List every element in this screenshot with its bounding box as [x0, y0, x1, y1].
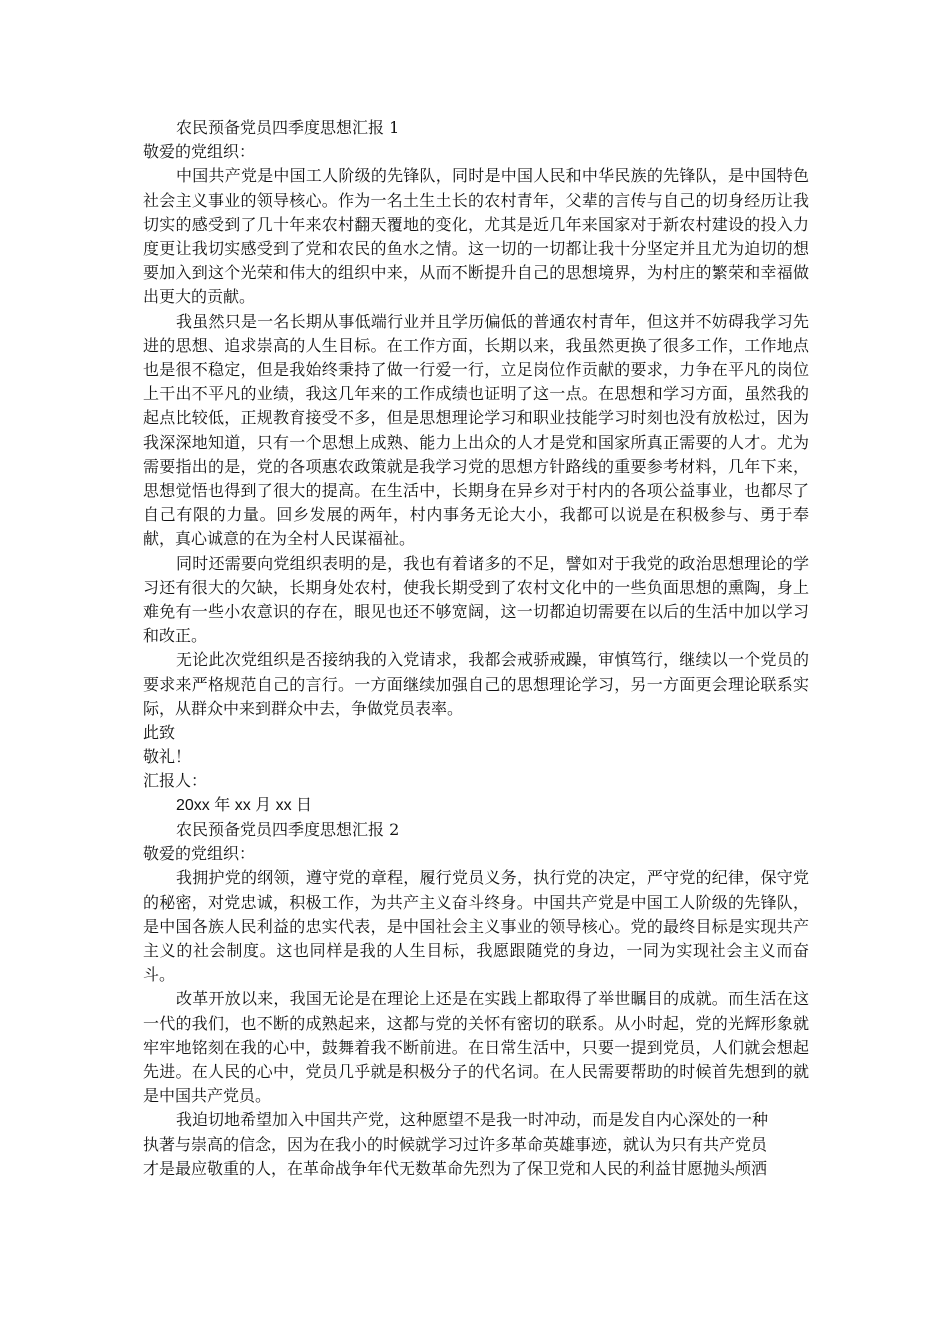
letter1-closing: 此致	[143, 723, 176, 743]
letter2-salutation: 敬爱的党组织：	[143, 844, 256, 864]
letter1-paragraph: 同时还需要向党组织表明的是，我也有着诸多的不足，譬如对于我党的政治思想理论的学习还有很大的欠缺，长期身处农村，使我长期受到了农村文化中的一些负面思想的熏陶，身上难免有一些小农意识的存在，眼见也还不够宽阔，这一切都迫切需要在以后的生活中加以学习和改正。	[143, 553, 809, 646]
letter2-partial-line: 执著与崇高的信念，因为在我小的时候就学习过许多革命英雄事迹，就认为只有共产党员	[143, 1134, 768, 1154]
letter1-paragraph: 我虽然只是一名长期从事低端行业并且学历偏低的普通农村青年，但这并不妨碍我学习先进的思想、追求崇高的人生目标。在工作方面，长期以来，我虽然更换了很多工作，工作地点也是很不稳定，但是我始终秉持了做一行爱一行，立足岗位作贡献的要求，力争在平凡的岗位上干出不平凡的业绩，我这几年来的工作成绩也证明了这一点。在思想和学习方面，虽然我的起点比较低，正规教育接受不多，但是思想理论学习和职业技能学习时刻也没有放松过，因为我深深地知道，只有一个思想上成熟、能力上出众的人才是党和国家所真正需要的人才。尤为需要指出的是，党的各项惠农政策就是我学习党的思想方针路线的重要参考材料，几年下来，思想觉悟也得到了很大的提高。在生活中，长期身在异乡对于村内的各项公益事业，也都尽了自己有限的力量。回乡发展的两年，村内事务无论大小，我都可以说是在积极参与、勇于奉献，真心诚意的在为全村人民谋福祉。	[143, 311, 809, 549]
letter2-partial-line: 才是最应敬重的人，在革命战争年代无数革命先烈为了保卫党和人民的利益甘愿抛头颅洒	[143, 1158, 768, 1178]
letter1-paragraph: 中国共产党是中国工人阶级的先锋队，同时是中国人民和中华民族的先锋队，是中国特色社会主义事业的领导核心。作为一名土生土长的农村青年，父辈的言传与自己的切身经历让我切实的感受到了几十年来农村翻天覆地的变化，尤其是近几年来国家对于新农村建设的投入力度更让我切实感受到了党和农民的鱼水之情。这一切的一切都让我十分坚定并且尤为迫切的想要加入到这个光荣和伟大的组织中来，从而不断提升自己的思想境界，为村庄的繁荣和幸福做出更大的贡献。	[143, 166, 809, 307]
letter1-date: 20xx 年 xx 月 xx 日	[176, 796, 313, 814]
letter1-title: 农民预备党员四季度思想汇报 1	[176, 118, 400, 137]
letter2-paragraph: 改革开放以来，我国无论是在理论上还是在实践上都取得了举世瞩目的成就。而生活在这一代的我们，也不断的成熟起来，这都与党的关怀有密切的联系。从小时起，党的光辉形象就牢牢地铭刻在我的心中，鼓舞着我不断前进。在日常生活中，只要一提到党员，人们就会想起先进。在人民的心中，党员几乎就是积极分子的代名词。在人民需要帮助的时候首先想到的就是中国共产党员。	[143, 989, 809, 1106]
letter1-paragraph: 无论此次党组织是否接纳我的入党请求，我都会戒骄戒躁，审慎笃行，继续以一个党员的要求来严格规范自己的言行。一方面继续加强自己的思想理论学习，另一方面更会理论联系实际，从群众中来到群众中去，争做党员表率。	[143, 650, 809, 718]
letter2-title: 农民预备党员四季度思想汇报 2	[176, 819, 400, 839]
letter1-salutation: 敬爱的党组织：	[143, 142, 256, 162]
document-page	[143, 116, 809, 1181]
letter1-regards: 敬礼！	[143, 747, 192, 767]
letter2-paragraph: 我拥护党的纲领，遵守党的章程，履行党员义务，执行党的决定，严守党的纪律，保守党的秘密，对党忠诚，积极工作，为共产主义奋斗终身。中国共产党是中国工人阶级的先锋队，是中国各族人民利益的忠实代表，是中国社会主义事业的领导核心。党的最终目标是实现共产主义的社会制度。这也同样是我的人生目标，我愿跟随党的身边，一同为实现社会主义而奋斗。	[143, 868, 809, 985]
letter2-partial-line: 我迫切地希望加入中国共产党，这种愿望不是我一时冲动，而是发自内心深处的一种	[176, 1110, 769, 1130]
letter1-reporter: 汇报人：	[143, 771, 208, 791]
